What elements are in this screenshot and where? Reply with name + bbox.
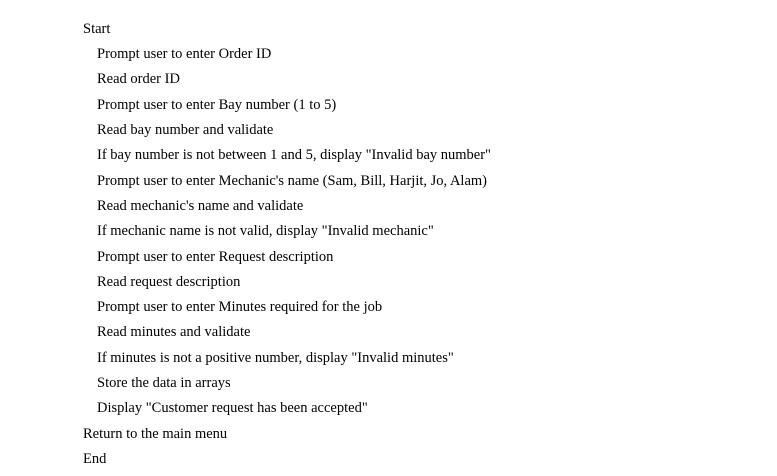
step-line: If bay number is not between 1 and 5, display "Invalid bay number" [97, 147, 491, 163]
end-line: End [83, 451, 107, 467]
step-line: Prompt user to enter Minutes required for the job [97, 299, 383, 315]
step-line: Prompt user to enter Order ID [97, 46, 272, 62]
step-line: Prompt user to enter Bay number (1 to 5) [97, 97, 337, 113]
step-line: If minutes is not a positive number, display "Invalid minutes" [97, 350, 454, 366]
step-line: Read order ID [97, 71, 180, 87]
step-line: Store the data in arrays [97, 375, 231, 391]
step-line: Read bay number and validate [97, 122, 274, 138]
step-line: Read request description [97, 274, 241, 290]
return-line: Return to the main menu [83, 426, 228, 442]
step-line: Display "Customer request has been accepted" [97, 400, 368, 416]
step-line: Prompt user to enter Request description [97, 249, 334, 265]
step-line: Read mechanic's name and validate [97, 198, 304, 214]
start-line: Start [83, 21, 111, 37]
step-line: If mechanic name is not valid, display "Invalid mechanic" [97, 223, 434, 239]
step-line: Read minutes and validate [97, 324, 251, 340]
step-line: Prompt user to enter Mechanic's name (Sam, Bill, Harjit, Jo, Alam) [97, 173, 488, 189]
